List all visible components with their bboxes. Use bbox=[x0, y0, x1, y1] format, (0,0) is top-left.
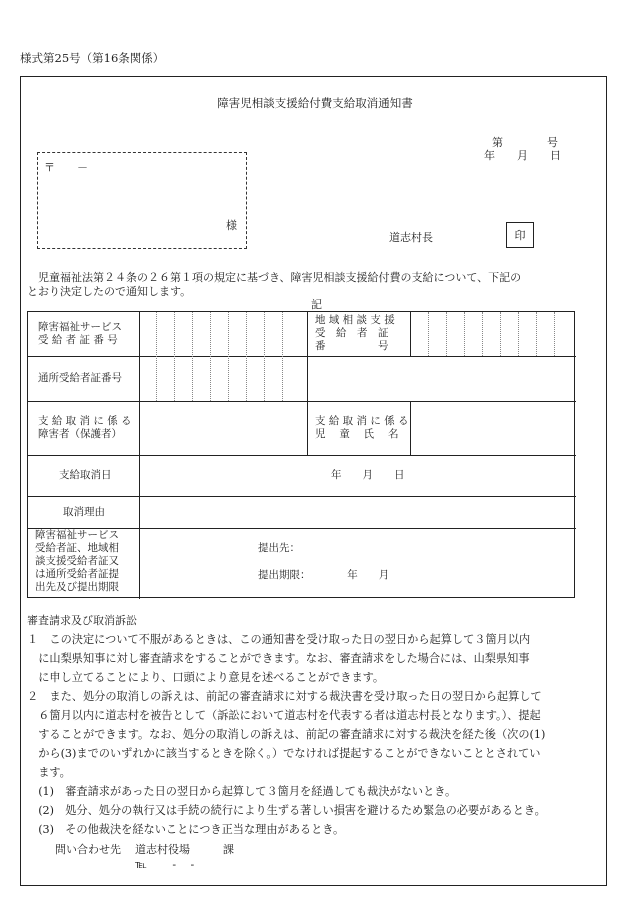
chiiki-label-2: 受 給 者 証 bbox=[315, 327, 389, 339]
cert-number-label-1: 障害福祉サービス bbox=[38, 321, 122, 333]
child-name-label-1: 支 給 取 消 に 係 る bbox=[315, 415, 409, 427]
appeal-line: １ この決定について不服があるときは、この通知書を受け取った日の翌日から起算して３箇月以内 bbox=[27, 633, 531, 646]
issue-date: 年 月 日 bbox=[484, 149, 561, 162]
document-title: 障害児相談支援給付費支給取消通知書 bbox=[217, 96, 413, 110]
submission-label-2: 受給者証、地域相 bbox=[35, 542, 119, 554]
appeal-heading: 審査請求及び取消訴訟 bbox=[27, 614, 137, 627]
target-person-label-1: 支 給 取 消 に 係 る bbox=[38, 415, 132, 427]
intro-line-1: 児童福祉法第２４条の２６第１項の規定に基づき、障害児相談支援給付費の支給について、下記の bbox=[27, 271, 522, 284]
recipient-honorific: 様 bbox=[226, 219, 237, 232]
appeal-line: (2) 処分、処分の執行又は手続の続行により生ずる著しい損害を避けるため緊急の必要があるとき。 bbox=[27, 804, 546, 817]
appeal-line: から(3)までのいずれかに該当するときを除く。）でなければ提起することができないこととされてい bbox=[27, 747, 541, 760]
cert-number-label-2: 受 給 者 証 番 号 bbox=[38, 334, 118, 346]
contact-tel: ℡ - - bbox=[135, 858, 195, 871]
appeal-line: (3) その他裁決を経ないことにつき正当な理由があるとき。 bbox=[27, 823, 345, 836]
submit-deadline-label: 提出期限： 年 月 bbox=[258, 569, 390, 581]
chiiki-label-3: 番 号 bbox=[315, 340, 389, 352]
issuer-name: 道志村長 bbox=[389, 231, 433, 244]
appeal-line: に申し立てることにより、口頭により意見を述べることができます。 bbox=[27, 671, 385, 684]
tsusho-number-label: 通所受給者証番号 bbox=[38, 372, 122, 384]
appeal-line: ６箇月以内に道志村を被告として（訴訟において道志村を代表する者は道志村長となります。）、提起 bbox=[27, 709, 541, 722]
doc-number: 第 号 bbox=[492, 136, 558, 149]
postal-mark: 〒 － bbox=[44, 161, 88, 174]
submit-to-label: 提出先： bbox=[258, 542, 300, 554]
appeal-line: (1) 審査請求があった日の翌日から起算して３箇月を経過しても裁決がないとき。 bbox=[27, 785, 457, 798]
contact-label: 問い合わせ先 bbox=[55, 843, 121, 856]
cancel-date-value: 年 月 日 bbox=[331, 469, 405, 481]
appeal-line: ます。 bbox=[27, 766, 71, 779]
target-person-label-2: 障害者（保護者） bbox=[38, 428, 122, 440]
ki-label: 記 bbox=[311, 298, 322, 311]
cancel-reason-label: 取消理由 bbox=[63, 506, 105, 518]
contact-office: 道志村役場 課 bbox=[135, 843, 234, 856]
appeal-line: することができます。なお、処分の取消しの訴えは、前記の審査請求に対する裁決を経た後（次の(1) bbox=[27, 728, 546, 741]
submission-label-4: は通所受給者証提 bbox=[35, 568, 119, 580]
cancel-date-label: 支給取消日 bbox=[59, 469, 112, 481]
submission-label-3: 談支援受給者証又 bbox=[35, 555, 119, 567]
submission-label-5: 出先及び提出期限 bbox=[35, 581, 119, 593]
seal-box: 印 bbox=[506, 222, 534, 248]
chiiki-label-1: 地 域 相 談 支 援 bbox=[315, 314, 395, 326]
info-table bbox=[27, 311, 575, 598]
child-name-label-2: 児 童 氏 名 bbox=[315, 428, 399, 440]
intro-line-2: とおり決定したので通知します。 bbox=[27, 285, 192, 298]
submission-label-1: 障害福祉サービス bbox=[35, 529, 119, 541]
appeal-line: ２ また、処分の取消しの訴えは、前記の審査請求に対する裁決書を受け取った日の翌日から起算して bbox=[27, 690, 542, 703]
appeal-line: に山梨県知事に対し審査請求をすることができます。なお、審査請求をした場合には、山梨県知事 bbox=[27, 652, 530, 665]
form-number: 様式第25号（第16条関係） bbox=[20, 51, 165, 65]
